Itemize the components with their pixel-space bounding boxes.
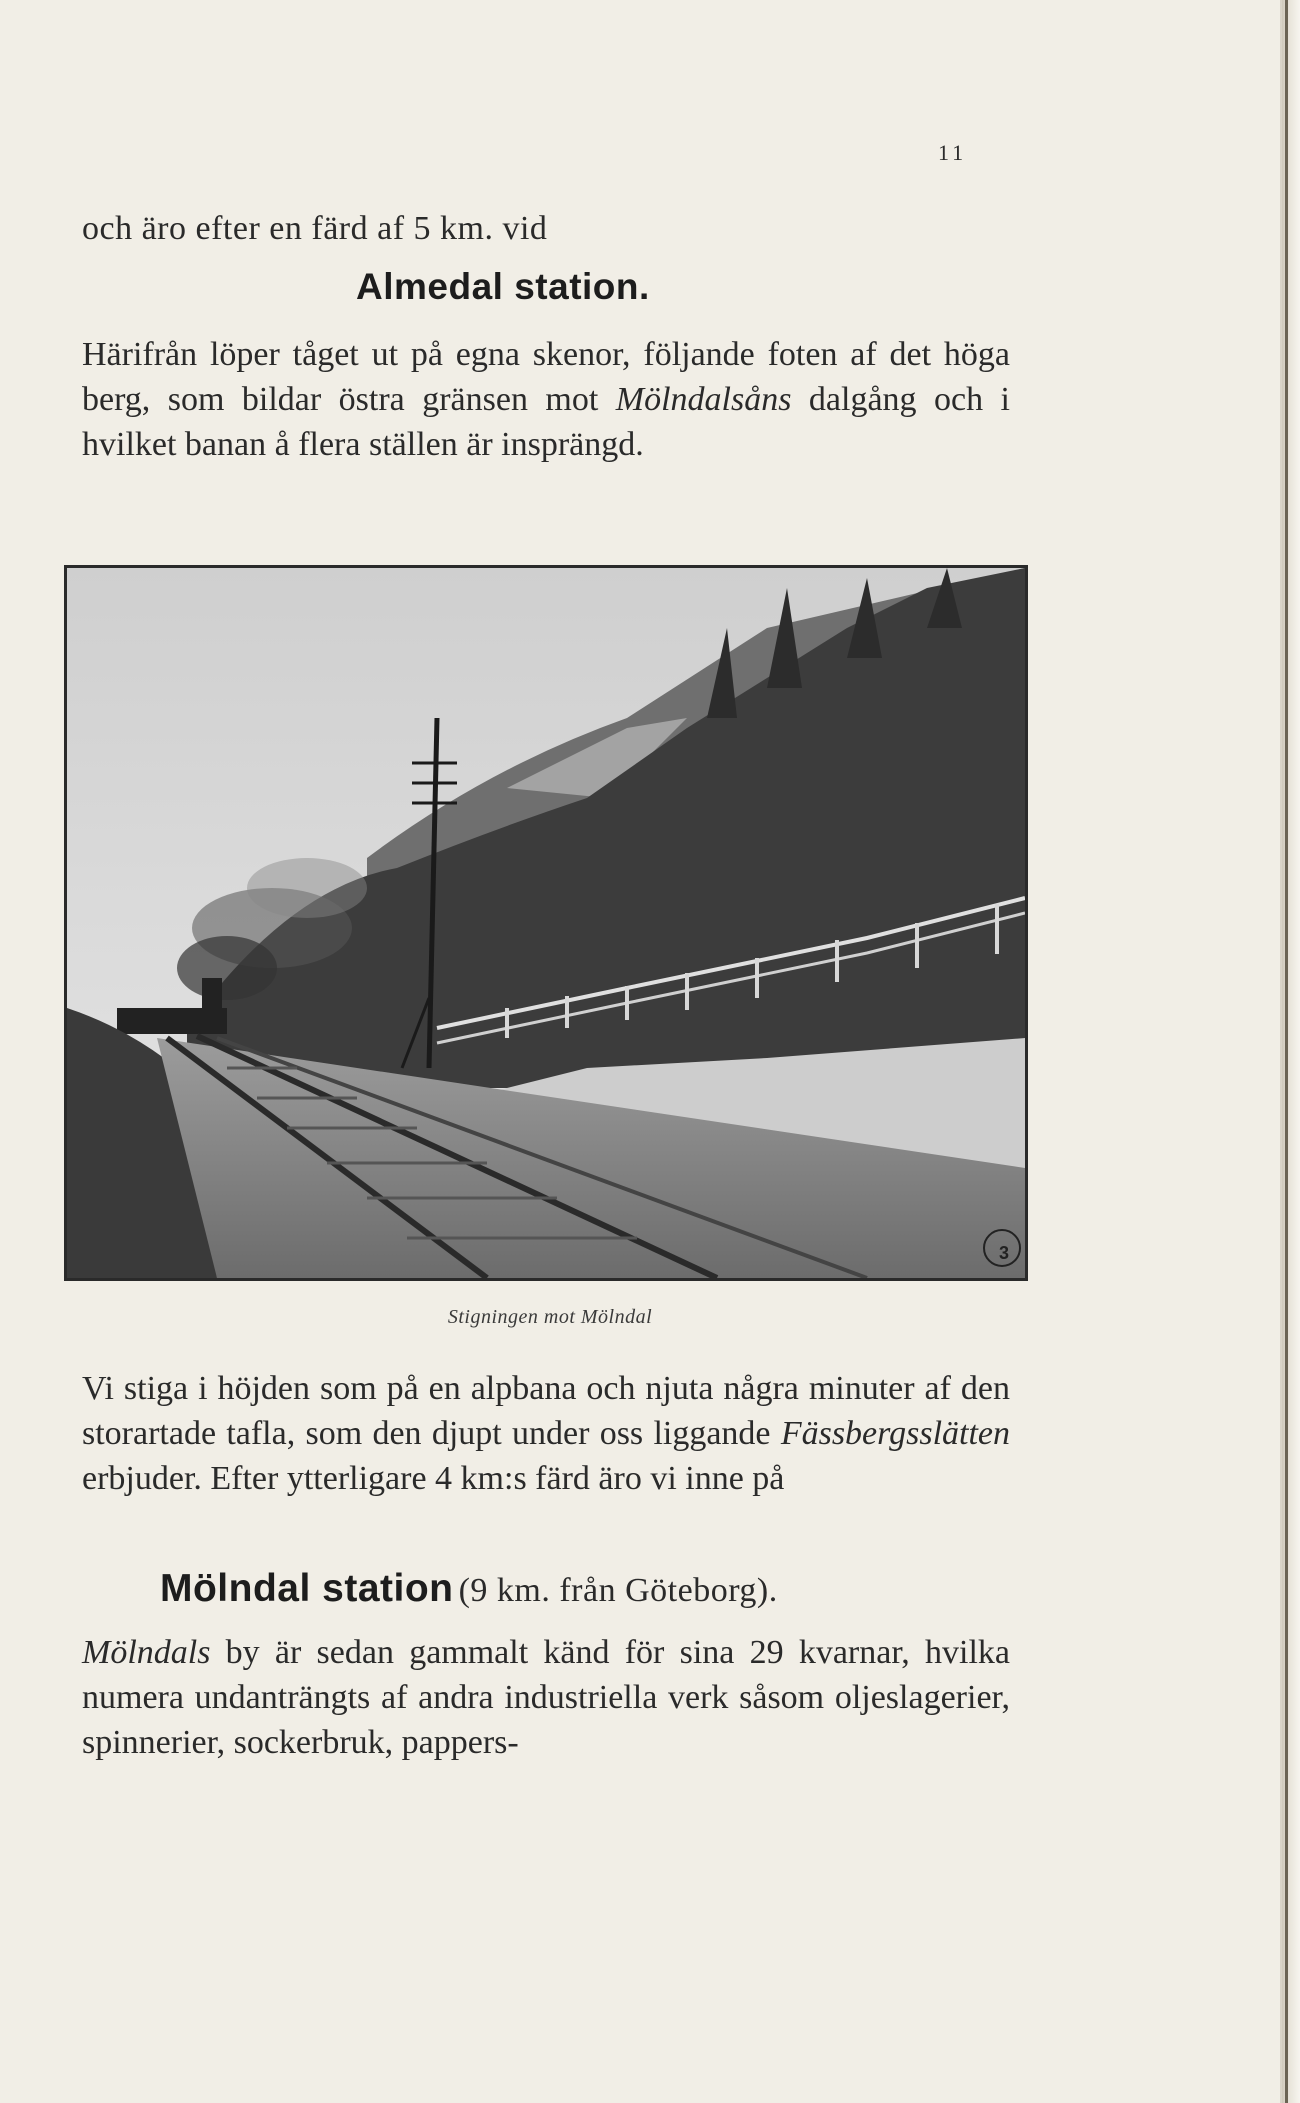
place-name-fassbergsslatten: Fässbergsslätten xyxy=(780,1415,1010,1452)
paragraph-molndals-text-after: by är sedan gammalt känd för sina 29 kvarnar, hvilka numera undanträngts af andra industriella verk såsom oljeslagerier, spinnerier, sockerbruk, pappers- xyxy=(82,1634,1010,1761)
railway-photograph xyxy=(64,565,1028,1281)
heading-molndal-line xyxy=(160,1567,778,1611)
place-name-molndalsans: Mölndalsåns xyxy=(615,381,792,418)
heading-molndal-distance: (9 km. från Göteborg). xyxy=(458,1572,778,1609)
heading-molndal-station: Mölndal station xyxy=(160,1567,454,1610)
paragraph-harifran xyxy=(82,332,1010,467)
page-number: 11 xyxy=(938,140,968,165)
photograph-railway-track-icon xyxy=(67,568,1025,1278)
paragraph-harifran-text-before: Härifrån löper tåget ut på egna skenor, följande foten af det höga berg, som bildar östra gränsen mot xyxy=(82,336,1010,418)
photo-caption: Stigningen mot Mölndal xyxy=(447,1306,653,1328)
book-binding xyxy=(1285,0,1288,2103)
book-page-edge xyxy=(1282,0,1300,2103)
intro-line: och äro efter en färd af 5 km. vid xyxy=(82,210,548,247)
heading-almedal-station: Almedal station. xyxy=(356,266,650,307)
paragraph-vi-stiga xyxy=(82,1366,1010,1501)
paragraph-vi-text-before: Vi stiga i höjden som på en alpbana och njuta några minuter af den storartade tafla, som den djupt under oss liggande xyxy=(82,1370,1010,1452)
paragraph-harifran-text-after: dalgång och i hvilket banan å flera ställen är insprängd. xyxy=(82,381,1010,463)
paragraph-molndals-by xyxy=(82,1630,1010,1765)
plate-mark: 3 xyxy=(998,1243,1009,1263)
place-name-molndals: Mölndals xyxy=(82,1634,211,1671)
paragraph-vi-text-after: erbjuder. Efter ytterligare 4 km:s färd äro vi inne på xyxy=(82,1460,785,1497)
